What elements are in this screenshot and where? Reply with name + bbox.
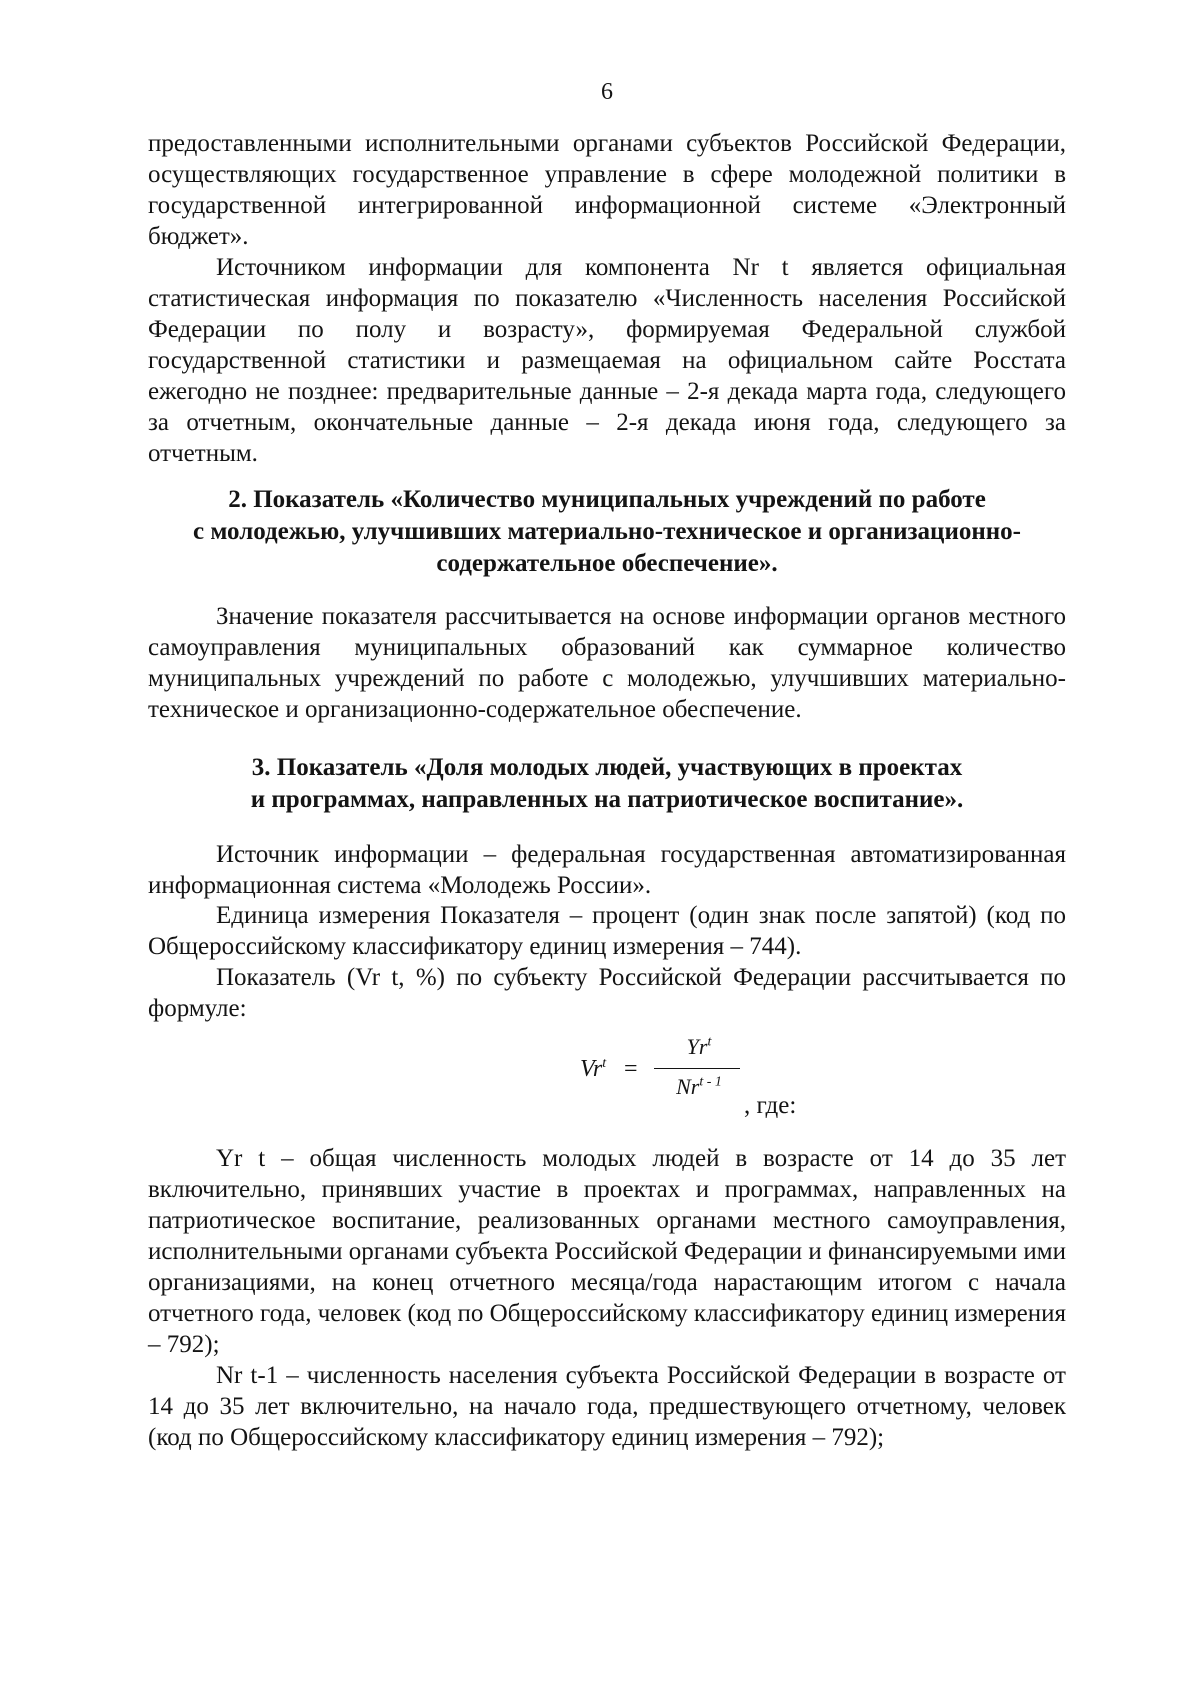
paragraph-yrt-definition: Yr t – общая численность молодых людей в возрасте от 14 до 35 лет включительно, принявших участие в проектах и программах, направленных на патриотическое воспитание, реализованных органами местного самоуправления, исполнительными органами субъекта Российской Федерации и финансируемыми ими организациями, на конец отчетного месяца/года нарастающим итогом с начала отчетного года, человек (код по Общероссийскому классификатору единиц измерения – 792); <box>148 1145 1066 1358</box>
paragraph-unit-of-measure: Единица измерения Показателя – процент (один знак после запятой) (код по Общероссийскому классификатору единиц измерения – 744). <box>148 902 1066 960</box>
paragraph-nrt1-definition: Nr t-1 – численность населения субъекта Российской Федерации в возрасте от 14 до 35 лет включительно, на начало года, предшествующего отчетному, человек (код по Общероссийскому классификатору единиц измерения – 792); <box>148 1362 1066 1451</box>
formula-numerator: Yr$^t$ <box>686 1034 712 1059</box>
section-heading-2-line3: содержательное обеспечение». <box>436 550 778 577</box>
section-heading-2-line1: 2. Показатель «Количество муниципальных учреждений по работе <box>228 486 986 513</box>
formula-fraction-bar <box>654 1068 740 1069</box>
section-heading-2-line2: с молодежью, улучшивших материально-техническое и организационно- <box>193 518 1021 545</box>
section-heading-2 <box>148 484 1066 580</box>
page-number: 6 <box>601 79 613 105</box>
formula <box>148 1034 1066 1119</box>
paragraph-formula-intro: Показатель (Vr t, %) по субъекту Российской Федерации рассчитывается по формуле: <box>148 964 1066 1022</box>
paragraph-info-source: Источник информации – федеральная государственная автоматизированная информационная система «Молодежь России». <box>148 841 1066 899</box>
formula-denominator: Nr$^{t - 1}$ <box>676 1074 722 1099</box>
section-heading-3-line2: и программах, направленных на патриотическое воспитание». <box>250 786 964 813</box>
section-heading-3-line1: 3. Показатель «Доля молодых людей, участвующих в проектах <box>251 754 963 781</box>
formula-equals: = <box>624 1056 638 1082</box>
formula-where: , где: <box>744 1092 797 1119</box>
section-heading-3 <box>148 752 1066 816</box>
formula-lhs: Vr$^t$ <box>580 1056 607 1082</box>
paragraph-indicator-2-value: Значение показателя рассчитывается на основе информации органов местного самоуправления муниципальных образований как суммарное количество муниципальных учреждений по работе с молодежью, улучшивших материально-техническое и организационно-содержательное обеспечение. <box>148 603 1066 723</box>
paragraph-continuation: предоставленными исполнительными органами субъектов Российской Федерации, осуществляющих государственное управление в сфере молодежной политики в государственной интегрированной информационной системе «Электронный бюджет». <box>148 130 1066 250</box>
paragraph-nrt-source: Источником информации для компонента Nr t является официальная статистическая информация по показателю «Численность населения Российской Федерации по полу и возрасту», формируемая Федеральной службой государственной статистики и размещаемая на официальном сайте Росстата ежегодно не позднее: предварительные данные – 2-я декада марта года, следующего за отчетным, окончательные данные – 2-я декада июня года, следующего за отчетным. <box>148 254 1066 467</box>
